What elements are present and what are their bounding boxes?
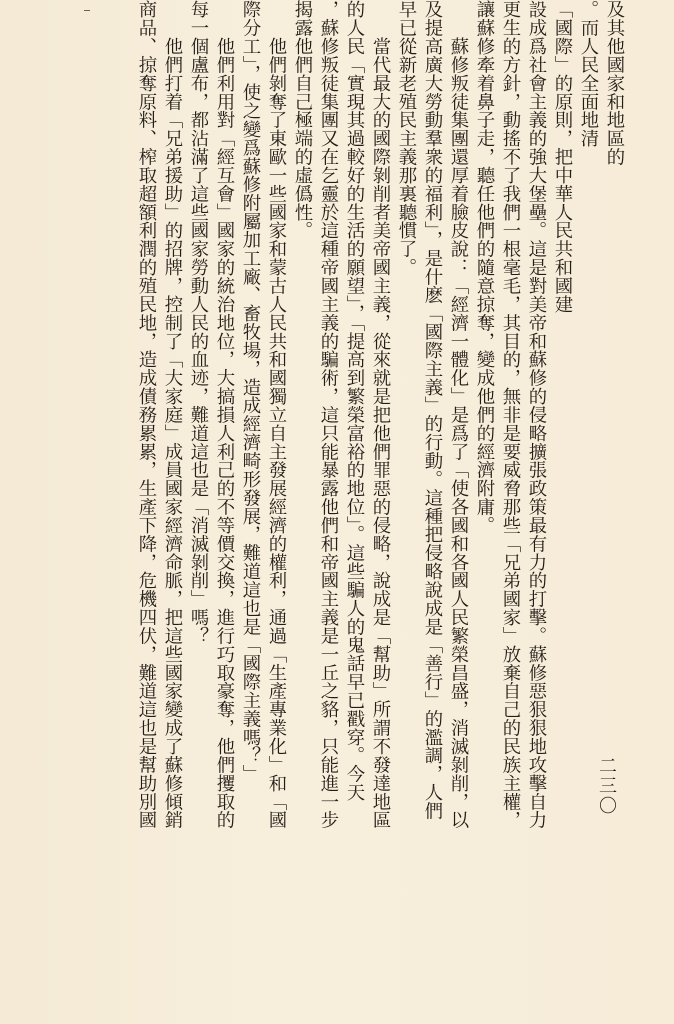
text-column-8: 及提高廣大勞動羣衆的福利」，是什麽「國際主義」的行動。這種把侵略說成是「善行」的濫調，人們 <box>422 0 443 820</box>
text-column-13: 揭露他們自己極端的虛僞性。 <box>292 0 313 240</box>
text-column-1: 及其他國家和地區的 <box>604 0 625 166</box>
text-column-11: 的人民「實現其過較好的生活的願望」，「提高到繁榮富裕的地位」。這些騙人的鬼話早已戳穿。今天 <box>344 0 365 802</box>
text-column-9: 早已從新老殖民主義那裏聽慣了。 <box>396 0 417 277</box>
text-column-6: 讓蘇修牽着鼻子走，聽任他們的隨意掠奪，變成他們的經濟附庸。 <box>474 0 495 535</box>
text-column-3: 「國際」的原則，把中華人民共和國建 <box>552 0 573 314</box>
text-column-19: 商品、掠奪原料、榨取超額利潤的殖民地，造成債務累累，生產下降，危機四伏，難道這也是幫助別國 <box>136 0 157 829</box>
text-column-10: 當代最大的國際剝削者美帝國主義，從來就是把他們罪惡的侵略，說成是「幫助」所謂不發達地區 <box>370 0 391 829</box>
text-column-7: 蘇修叛徒集團還厚着臉皮說：「經濟一體化」是爲了「使各國和各國人民繁榮昌盛，消滅剝削，以 <box>448 0 469 829</box>
text-column-15: 際分工」，使之變爲蘇修附屬加工廠、畜牧場，造成經濟畸形發展，難道這也是「國際主義嗎？」 <box>240 0 261 783</box>
page-number: 二三〇 <box>596 756 617 816</box>
text-column-12: ，蘇修叛徒集團又在乞靈於這種帝國主義的騙術，這只能暴露他們和帝國主義是一丘之貉，只能進一步 <box>318 0 339 829</box>
text-column-17: 每一個盧布，都沾滿了這些國家勞動人民的血迹，難道這也是「消滅剝削」嗎？ <box>188 0 209 645</box>
text-column-5: 更生的方針，動搖不了我們一根毫毛，其目的，無非是要威脅那些「兄弟國家」放棄自己的民族主權， <box>500 0 521 829</box>
scan-mark <box>84 10 90 11</box>
text-column-2: 。而人民全面地清 <box>578 0 599 148</box>
text-column-18: 他們打着「兄弟援助」的招牌，控制了「大家庭」成員國家經濟命脈，把這些國家變成了蘇修傾銷 <box>162 0 183 829</box>
text-column-14: 他們剝奪了東歐一些國家和蒙古人民共和國獨立自主發展經濟的權利，通過「生產專業化」和「國 <box>266 0 287 829</box>
text-column-16: 他們利用對「經互會」國家的統治地位，大搞損人利己的不等價交換，進行巧取豪奪，他們攫取的 <box>214 0 235 829</box>
text-column-4: 設成爲社會主義的強大堡壘。這是對美帝和蘇修的侵略擴張政策最有力的打擊。蘇修惡狠狠地攻擊自力 <box>526 0 547 829</box>
